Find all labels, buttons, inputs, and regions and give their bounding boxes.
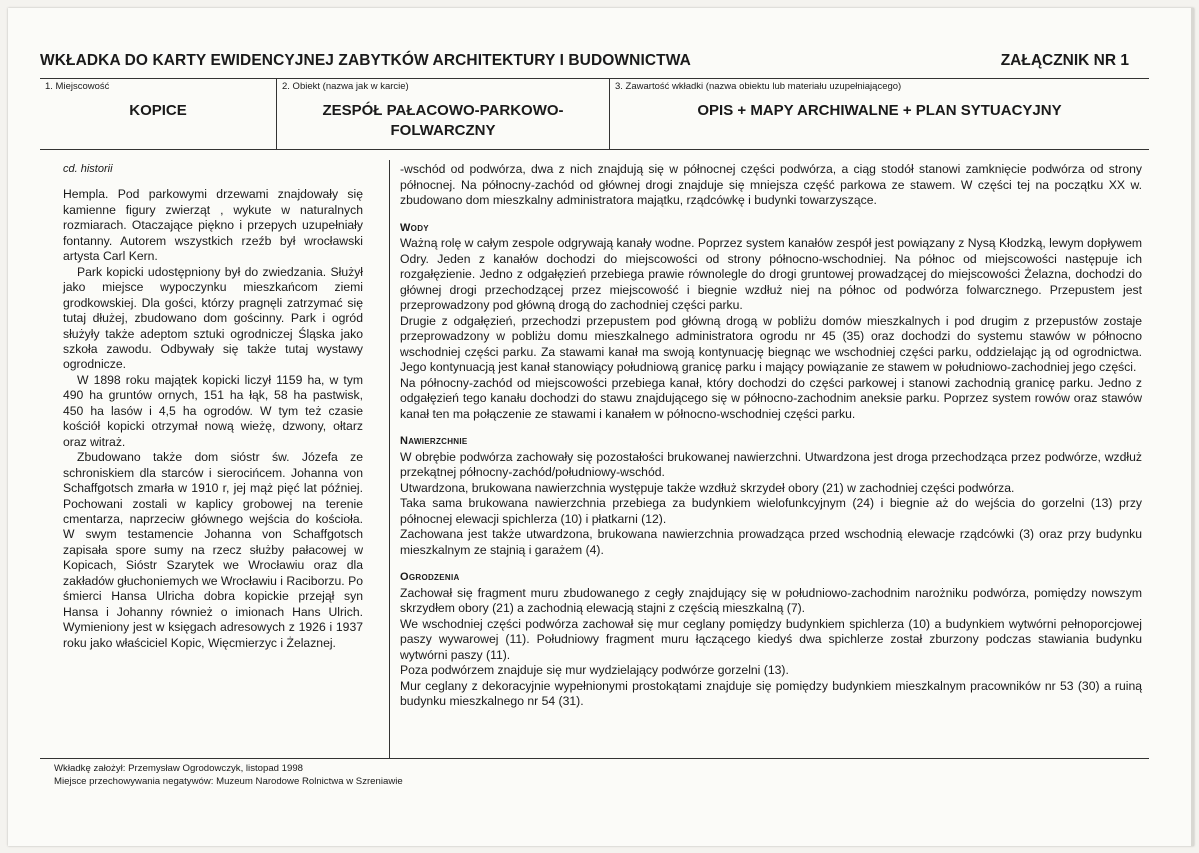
section-heading-ogrodzenia: Ogrodzenia [400, 571, 460, 583]
contents-cell [609, 79, 1149, 149]
header-table [40, 78, 1149, 150]
nawierzchnie-paragraph: W obrębie podwórza zachowały się pozostałości brukowanej nawierzchni. Utwardzona jest droga przechodząca przez podwórze, wzdłuż przekątnej północny-zachód/południowy-wschód. [400, 449, 1142, 479]
intro-paragraph: -wschód od podwórza, dwa z nich znajdują się w północnej części podwórza, a ciąg stodół stanowi zamknięcie podwórza od strony północnej. Na północny-zachód od głównej drogi znajduje się mniejsza część parkowa ze stawem. W części tej na początku XX w. zbudowano dom mieszkalny administratora majątku, rządcówkę i budynki towarzyszące. [400, 162, 1142, 207]
nawierzchnie-paragraph: Zachowana jest także utwardzona, brukowana nawierzchnia prowadząca przed wschodnią elewacje rządcówki (3) oraz przy budynku mieszkalnym ze stajnią i garażem (4). [400, 527, 1142, 557]
nawierzchnie-paragraph: Utwardzona, brukowana nawierzchnia występuje także wzdłuż skrzydeł obory (21) w zachodniej części podwórza. [400, 480, 1015, 495]
object-value: ZESPÓŁ PAŁACOWO-PARKOWO-FOLWARCZNY [322, 102, 564, 139]
footer-notes [54, 763, 403, 788]
author-line: Wkładkę założył: Przemysław Ogrodowczyk, listopad 1998 [54, 763, 304, 774]
document-title: WKŁADKA DO KARTY EWIDENCYJNEJ ZABYTKÓW ARCHITEKTURY I BUDOWNICTWA [40, 52, 691, 69]
ogrodzenia-paragraph: Zachował się fragment muru zbudowanego z cegły znajdujący się w południowo-zachodnim narożniku podwórza, pomiędzy nowszym skrzydłem obory (21) a zachodnią elewacją stajni z częścią mieszkalną (7). [400, 585, 1142, 615]
ogrodzenia-paragraph: Poza podwórzem znajduje się mur wydzielający podwórze gorzelni (13). [400, 663, 789, 677]
object-label: 2. Obiekt (nazwa jak w karcie) [282, 81, 409, 92]
locality-cell [40, 79, 276, 149]
history-paragraph: W 1898 roku majątek kopicki liczył 1159 ha, w tym 490 ha gruntów ornych, 151 ha łąk, 58 ha pastwisk, 450 ha lasów i 4,5 ha ogrodów. W tym też czasie kościół kopicki otrzymał nową wieżę, dzwony, ołtarz oraz witraż. [63, 372, 363, 449]
nawierzchnie-paragraph: Taka sama brukowana nawierzchnia przebiega za budynkiem wielofunkcyjnym (24) i biegnie aż do wejścia do gorzelni (13) przy północnej elewacji spichlerza (10) i płatkarni (12). [400, 496, 1142, 526]
column-divider [389, 160, 390, 758]
record-sheet [8, 8, 1194, 846]
contents-label: 3. Zawartość wkładki (nazwa obiektu lub materiału uzupełniającego) [615, 81, 902, 92]
content-area [40, 150, 1149, 759]
continued-note: cd. historii [63, 163, 113, 175]
contents-value: OPIS + MAPY ARCHIWALNE + PLAN SYTUACYJNY [697, 102, 1062, 119]
negatives-location-line: Miejsce przechowywania negatywów: Muzeum Narodowe Rolnictwa w Szreniawie [54, 775, 403, 787]
wody-paragraph: Drugie z odgałęzień, przechodzi przepustem pod główną drogą w pobliżu domów mieszkalnych i pod drugim z przepustów zostaje przeprowadzony w pobliżu domu mieszkalnego administratora ogrodu nr 45 (35) oraz dochodzi do systemu stawów w północno wschodniej części parku. Za stawami kanał ma swoją kontynuację biegnąc we wschodniej części parku, oddzielając ją od ogrodnictwa. Jego kontynuacją jest kanał stanowiący południową granicę parku i mający powiązanie ze stawem w południowo-zachodniej jego części. [400, 313, 1142, 374]
history-paragraph: Hempla. Pod parkowymi drzewami znajdowały się kamienne figury zwierząt , wykute w naturalnych rozmiarach. Otaczające piękno i przepych uzupełniały fontanny. Autorem wszystkich rzeźb był wrocławski artysta Carl Kern. [63, 187, 363, 264]
locality-label: 1. Miejscowość [45, 81, 110, 92]
history-paragraph: Park kopicki udostępniony był do zwiedzania. Służył jako miejsce wypoczynku mieszkańcom ziemi grodkowskiej. Dla gości, którzy pragnęli zatrzymać się tutaj dłużej, zbudowano dom gościnny. Park i ogród służyły także adeptom sztuki ogrodniczej Śląska jako szkoła zawodu. Odbywały się także tutaj wystawy ogrodnicze. [63, 264, 363, 372]
description-column [400, 162, 1142, 710]
section-heading-nawierzchnie: Nawierzchnie [400, 435, 468, 447]
annex-number: ZAŁĄCZNIK NR 1 [1000, 52, 1129, 69]
section-heading-wody: Wody [400, 221, 429, 234]
ogrodzenia-paragraph: Mur ceglany z dekoracyjnie wypełnionymi prostokątami znajduje się pomiędzy budynkiem mieszkalnym pracowników nr 53 (30) a ruiną budynku mieszkalnego nr 54 (31). [400, 678, 1142, 708]
ogrodzenia-paragraph: We wschodniej części podwórza zachował się mur ceglany pomiędzy budynkiem spichlerza (10) a budynkiem wytwórni pełnoporcjowej paszy wywarowej (11). Południowy fragment muru łączącego kiedyś dwa spichlerze został zburzony podczas stawiania budynku wytwórni paszy (11). [400, 616, 1142, 662]
object-cell [276, 79, 609, 149]
locality-value: KOPICE [129, 102, 187, 119]
wody-paragraph: Ważną rolę w całym zespole odgrywają kanały wodne. Poprzez system kanałów zespół jest powiązany z Nysą Kłodzką, lewym dopływem Odry. Jeden z kanałów dochodzi do miejscowości od strony północno-wschodniej. Na północ od miejscowości następuje ich rozgałęzienie. Jedno z odgałęzień przebiega prawie równolegle do drogi gruntowej prowadzącej do miejscowości Żelazna, dochodzi do głównej drogi przechodzącej przez miejscowość i biegnie wzdłuż niej na północ od podwórza folwarcznego. Przepustem jest przeprowadzony pod główną drogą do zachodniej części parku. [400, 236, 1142, 312]
wody-paragraph: Na północny-zachód od miejscowości przebiega kanał, który dochodzi do części parkowej i stanowi zachodnią granicę parku. Jedno z odgałęzień tego kanału dochodzi do stawu znajdującego się w północno-zachodnim aneksie parku. Poprzez system rowów oraz stawów kanał ten ma połączenie ze stawami i kanałem w północno-wschodniej części parku. [400, 375, 1142, 421]
history-column [63, 162, 363, 651]
history-paragraph: Zbudowano także dom sióstr św. Józefa ze schroniskiem dla starców i sierocińcem. Johanna von Schaffgotsch zmarła w 1910 r, jej mąż pięć lat później. Pochowani zostali w kaplicy grobowej na terenie cmentarza, naprzeciw głównego wejścia do kościoła. W swym testamencie Johanna von Schaffgotsch zapisała spore sumy na rzecz służby pałacowej w Kopicach, Sióstr Szarytek we Wrocławiu oraz dla zakładów głuchoniemych we Wrocławiu i Raciborzu. Po śmierci Hansa Ulricha dobra kopickie przejął syn Hansa i Johanny również o imionach Hans Ulrich. Wymieniony jest w księgach adresowych z 1926 i 1937 roku jako właściciel Kopic, Więcmierzyc i Żelaznej. [63, 450, 363, 650]
